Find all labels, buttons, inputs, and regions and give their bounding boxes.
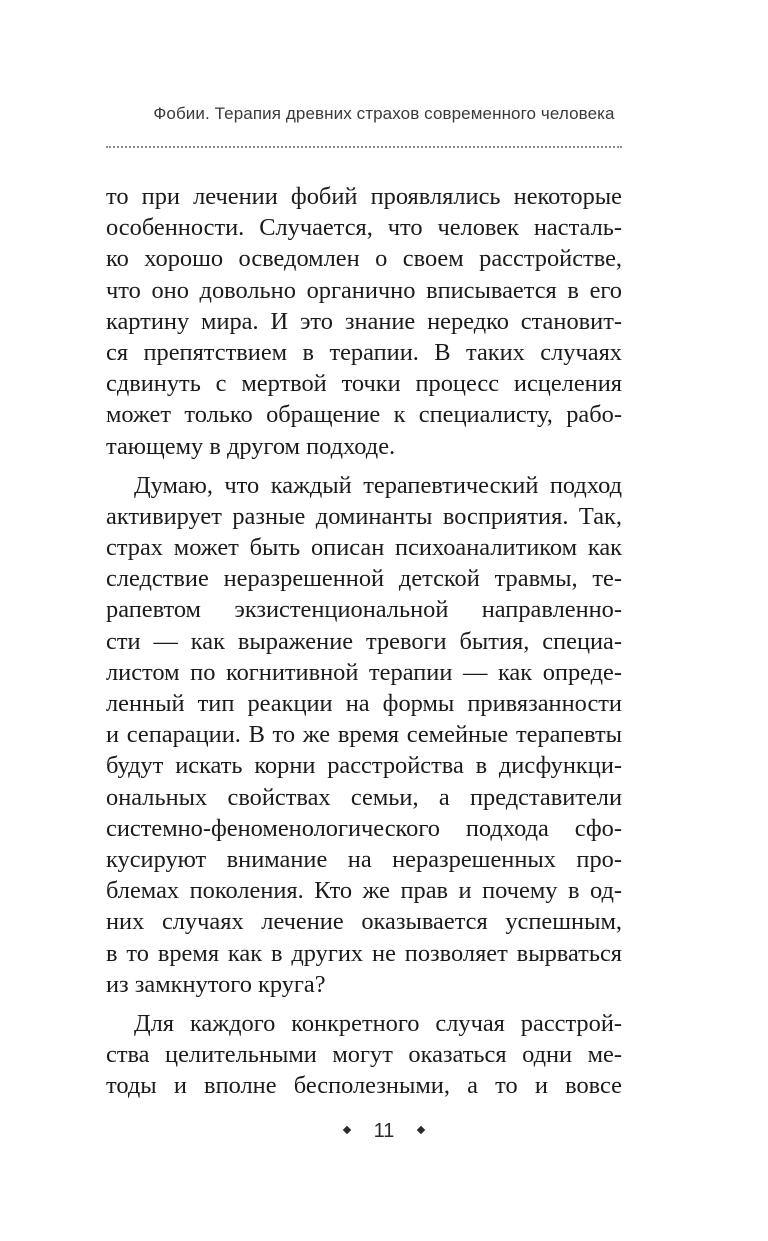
paragraph-1: [106, 181, 622, 462]
text-line: особенности. Случается, что человек насталь-: [106, 214, 622, 242]
text-line: листом по когнитивной терапии — как опреде-: [106, 658, 622, 686]
text-line: рапевтом экзистенциональной направленно-: [106, 596, 622, 624]
text-line: блемах поколения. Кто же прав и почему в од-: [106, 877, 622, 905]
text-line: может только обращение к специалисту, рабо-: [106, 401, 622, 429]
text-line: картину мира. И это знание нередко становит-: [106, 307, 622, 335]
text-line: сдвинуть с мертвой точки процесс исцеления: [106, 370, 622, 398]
text-line: сти — как выражение тревоги бытия, специа-: [106, 627, 622, 655]
text-line: Думаю, что каждый терапевтический подход: [134, 471, 622, 499]
text-line: активирует разные доминанты восприятия. Так,: [106, 502, 622, 530]
header-dotted-rule: [106, 146, 622, 148]
paragraph-3: [106, 1008, 622, 1102]
text-line: тоды и вполне бесполезными, а то и вовсе: [106, 1072, 622, 1100]
text-line: ства целительными могут оказаться одни ме-: [106, 1041, 622, 1069]
text-line: ональных свойствах семьи, а представители: [106, 783, 622, 811]
text-line: Для каждого конкретного случая расстрой-: [134, 1009, 622, 1037]
page-footer: [0, 1120, 768, 1143]
paragraph-2: [106, 470, 622, 1000]
text-line: ленный тип реакции на формы привязанности: [106, 690, 622, 717]
page-number: 11: [373, 1120, 395, 1142]
text-line: в то время как в других не позволяет вырваться: [106, 939, 622, 967]
text-line: будут искать корни расстройства в дисфункци-: [106, 752, 622, 780]
text-line: что оно довольно органично вписывается в его: [106, 276, 622, 304]
text-line: страх может быть описан психоаналитиком как: [106, 534, 622, 562]
text-line: тающему в другом подходе.: [106, 432, 396, 460]
text-line: следствие неразрешенной детской травмы, те-: [106, 565, 622, 593]
text-line: ся препятствием в терапии. В таких случаях: [106, 338, 622, 366]
diamond-ornament-icon: [343, 1125, 351, 1133]
text-line: и сепарации. В то же время семейные терапевты: [106, 721, 622, 749]
body-text: [106, 181, 622, 1109]
text-line: то при лечении фобий проявлялись некоторые: [106, 183, 622, 210]
running-head: Фобии. Терапия древних страхов современного человека: [153, 104, 615, 123]
diamond-ornament-icon: [417, 1125, 425, 1133]
text-line: кусируют внимание на неразрешенных про-: [106, 845, 622, 873]
text-line: ко хорошо осведомлен о своем расстройстве,: [106, 245, 622, 273]
text-line: них случаях лечение оказывается успешным,: [106, 908, 622, 936]
text-line: из замкнутого круга?: [106, 970, 326, 998]
text-line: системно-феноменологического подхода сфо-: [106, 814, 622, 842]
